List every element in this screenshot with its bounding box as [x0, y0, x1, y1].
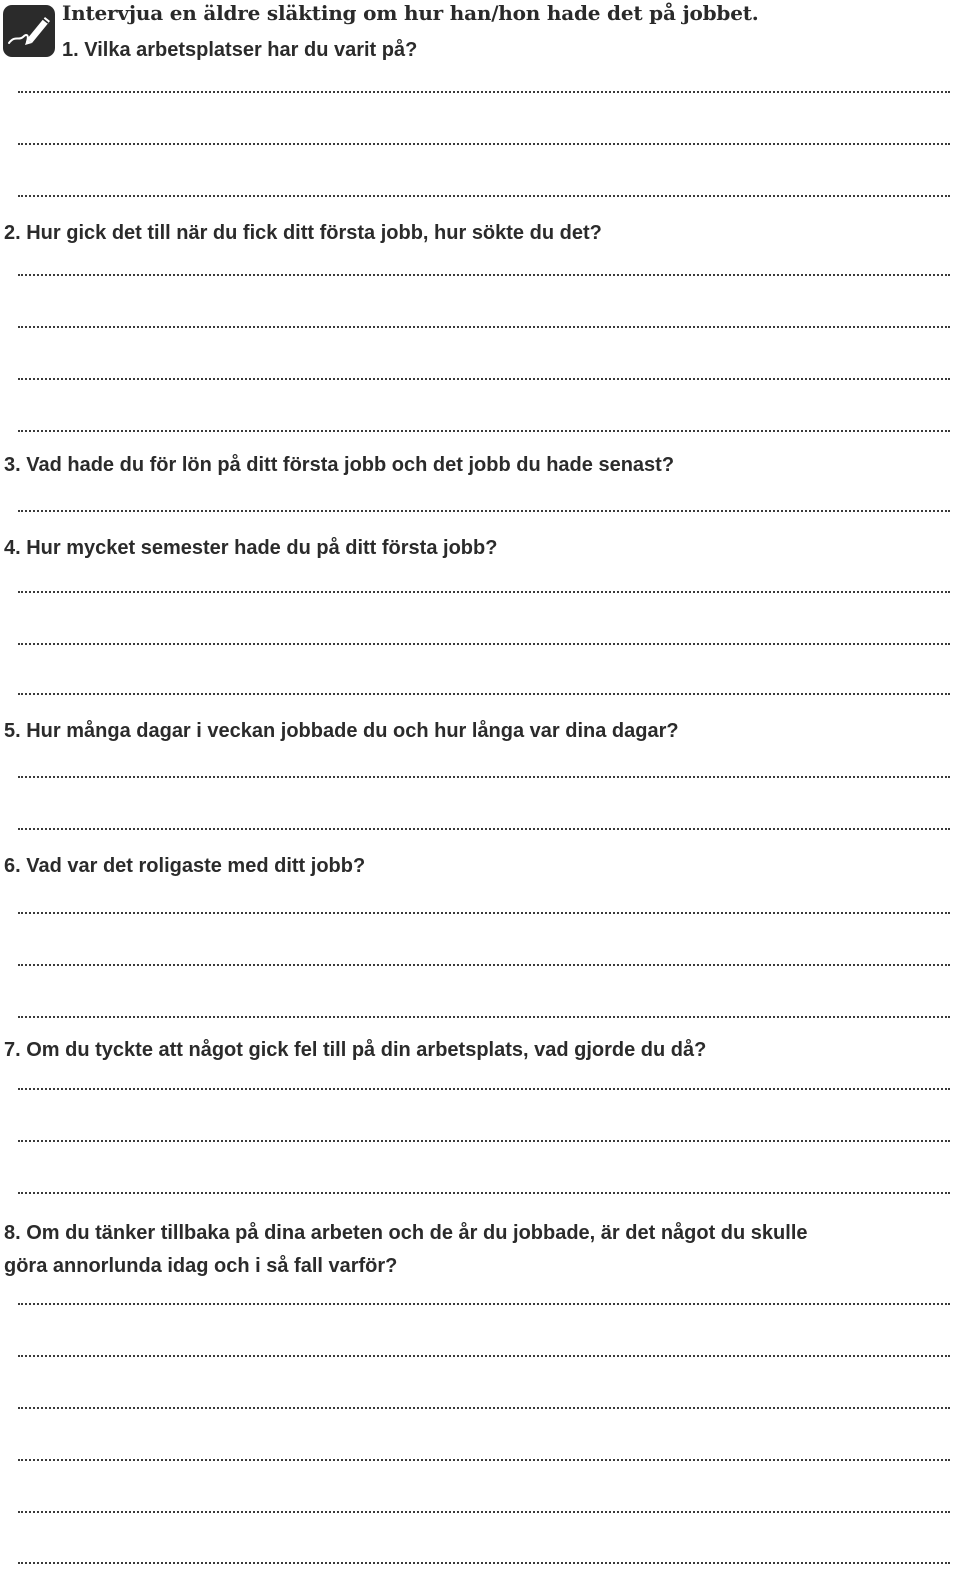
answer-line[interactable]	[18, 378, 950, 380]
pen-writing-icon	[3, 5, 55, 57]
answer-line[interactable]	[18, 1459, 950, 1461]
question-4: 4. Hur mycket semester hade du på ditt första jobb?	[4, 537, 498, 559]
question-8: 8. Om du tänker tillbaka på dina arbeten och de år du jobbade, är det något du skulle	[4, 1222, 808, 1244]
answer-line[interactable]	[18, 591, 950, 593]
question-1: 1. Vilka arbetsplatser har du varit på?	[62, 39, 418, 61]
question-5: 5. Hur många dagar i veckan jobbade du och hur långa var dina dagar?	[4, 720, 679, 742]
page-title: Intervjua en äldre släkting om hur han/hon hade det på jobbet.	[62, 1, 759, 25]
question-3: 3. Vad hade du för lön på ditt första jobb och det jobb du hade senast?	[4, 454, 675, 476]
answer-line[interactable]	[18, 1562, 950, 1564]
answer-line[interactable]	[18, 195, 950, 197]
answer-line[interactable]	[18, 1088, 950, 1090]
answer-line[interactable]	[18, 510, 950, 512]
answer-line[interactable]	[18, 912, 950, 914]
answer-line[interactable]	[18, 1355, 950, 1357]
question-6: 6. Vad var det roligaste med ditt jobb?	[4, 855, 366, 877]
answer-line[interactable]	[18, 643, 950, 645]
answer-line[interactable]	[18, 91, 950, 93]
answer-line[interactable]	[18, 964, 950, 966]
question-2: 2. Hur gick det till när du fick ditt första jobb, hur sökte du det?	[4, 222, 602, 244]
answer-line[interactable]	[18, 1016, 950, 1018]
answer-line[interactable]	[18, 143, 950, 145]
answer-line[interactable]	[18, 1407, 950, 1409]
question-8-continued: göra annorlunda idag och i så fall varför?	[4, 1255, 398, 1277]
answer-line[interactable]	[18, 274, 950, 276]
answer-line[interactable]	[18, 1303, 950, 1305]
answer-line[interactable]	[18, 776, 950, 778]
answer-line[interactable]	[18, 1192, 950, 1194]
answer-line[interactable]	[18, 326, 950, 328]
answer-line[interactable]	[18, 693, 950, 695]
answer-line[interactable]	[18, 430, 950, 432]
answer-line[interactable]	[18, 1511, 950, 1513]
answer-line[interactable]	[18, 1140, 950, 1142]
question-7: 7. Om du tyckte att något gick fel till på din arbetsplats, vad gjorde du då?	[4, 1039, 707, 1061]
answer-line[interactable]	[18, 828, 950, 830]
